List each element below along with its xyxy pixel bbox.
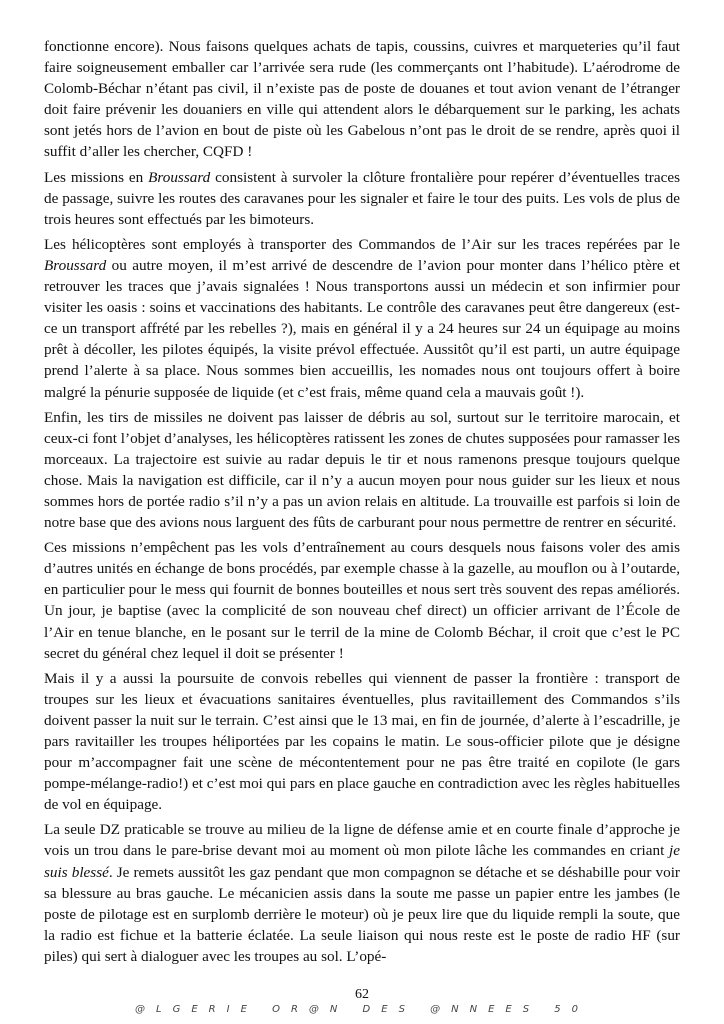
text-run: Les missions en [44,168,149,186]
paragraph-1 [44,36,680,163]
page-number: 62 [355,987,369,1002]
page-body [44,36,680,971]
text-run: Enfin, les tirs de missiles ne doivent pas laisser de débris au sol, surtout sur le territoire marocain, et ceux-ci font l’objet d’analyses, les hélicoptères ratissent les zones de chutes supposées pour ramasser les morceaux. La trajectoire est suivie au radar depuis le tir et nous ramenons presque toujours quelque chose. Mais la navigation est difficile, car il n’y a aucun moyen pour nous guider sur les lieux et nous sommes hors de portée radio s’il n’y a pas un avion relais en altitude. La trouvaille est parfois si loin de notre base que des avions nous larguent des fûts de carburant pour nous permettre de rentrer en sécurité. [44,408,680,532]
text-run: . Je remets aussitôt les gaz pendant que mon compagnon se détache et se déshabille pour voir sa blessure au bras gauche. Le mécanicien assis dans la soute me passe un papier entre les jambes (le poste de pilotage est en surplomb derrière le moteur) où je peux lire que du liquide rempli la soute, que la radio est fichue et la batterie éclatée. La seule liaison qui nous reste est le poste de radio HF (sur piles) qui sert à dialoguer avec les troupes au sol. L’opé- [44,863,680,965]
running-footer: @LGERIE OR@N DES @NNEES 50 [135,1004,589,1015]
text-run: Les hélicoptères sont employés à transporter des Commandos de l’Air sur les traces repérées par le [44,235,680,253]
paragraph-3 [44,234,680,403]
paragraph-5 [44,537,680,664]
italic-run: je suis blessé [44,842,680,881]
text-run: fonctionne encore). Nous faisons quelques achats de tapis, coussins, cuivres et marqueteries qu’il faut faire soigneusement emballer car l’arrivée sera rude (les commerçants ont l’habitude). L’aérodrome de Colomb-Béchar n’étant pas civil, il n’existe pas de poste de douanes et tout avion venant de l’étranger doit faire prévenir les douaniers en ville qui attendent alors le débarquement sur le parking, les achats sont jetés hors de l’avion en bout de piste où les Gabelous n’ont pas le droit de se rendre, après quoi il suffit d’aller les chercher, CQFD ! [44,38,680,161]
text-run: ou autre moyen, il m’est arrivé de descendre de l’avion pour monter dans l’hélico ptère et retrouver les traces que j’avais signalées ! Nous transportons aussi un médecin et son infirmier pour visiter les oasis : soins et vaccinations des habitants. Le contrôle des caravanes peut être dangereux (est-ce un transport affrété par les rebelles ?), mais en général il y a 24 heures sur 24 un équipage au moins prêt à décoller, les pilotes équipés, la visite prévol effectuée. Aussitôt qu’il est parti, un autre équipage prend l’alerte à sa place. Nous sommes bien accueillis, les nomades nous ont toujours offert à boire malgré la pénurie supposée de liquide (et c’est frais, même quand cela a mauvais goût !). [44,256,680,401]
paragraph-2 [44,167,680,230]
italic-run: Broussard [44,256,107,274]
text-run: La seule DZ praticable se trouve au milieu de la ligne de défense amie et en courte finale d’approche je vois un trou dans le pare-brise devant moi au moment où mon pilote lâche les commandes en criant [44,821,680,860]
paragraph-6 [44,668,680,816]
italic-run: Broussard [148,168,211,186]
paragraph-7 [44,819,680,967]
text-run: Ces missions n’empêchent pas les vols d’entraînement au cours desquels nous faisons voler des amis d’autres unités en échange de bons procédés, par exemple chasse à la gazelle, au mouflon ou à l’outarde, en particulier pour le mess qui fournit de bonnes bouteilles et nous sert très souvent des repas améliorés. Un jour, je baptise (avec la complicité de son nouveau chef direct) un officier arrivant de l’École de l’Air en tenue blanche, en le posant sur le terril de la mine de Colomb Béchar, il croit que c’est le PC secret du général chez lequel il doit se présenter ! [44,539,680,662]
text-run: consistent à survoler la clôture frontalière pour repérer d’éventuelles traces de passage, suivre les routes des caravanes pour les signaler et faire le tour des puits. Les vols de plus de trois heures sont effectués par les bimoteurs. [44,168,680,228]
text-run: Mais il y a aussi la poursuite de convois rebelles qui viennent de passer la frontière : transport de troupes sur les lieux et évacuations sanitaires éventuelles, plus ravitaillement des Commandos s’ils doivent passer la nuit sur le terrain. C’est ainsi que le 13 mai, en fin de journée, d’alerte à l’escadrille, je pars ravitailler les troupes héliportées par les copains le matin. Le sous-officier pilote que je désigne pour m’accompagner fait une scène de mécontentement pour ne pas être traité en copilote (le gars pompe-mélange-radio!) et c’est moi qui pars en place gauche en contradiction avec les règles habituelles de vol en équipage. [44,669,680,814]
paragraph-4 [44,407,680,534]
